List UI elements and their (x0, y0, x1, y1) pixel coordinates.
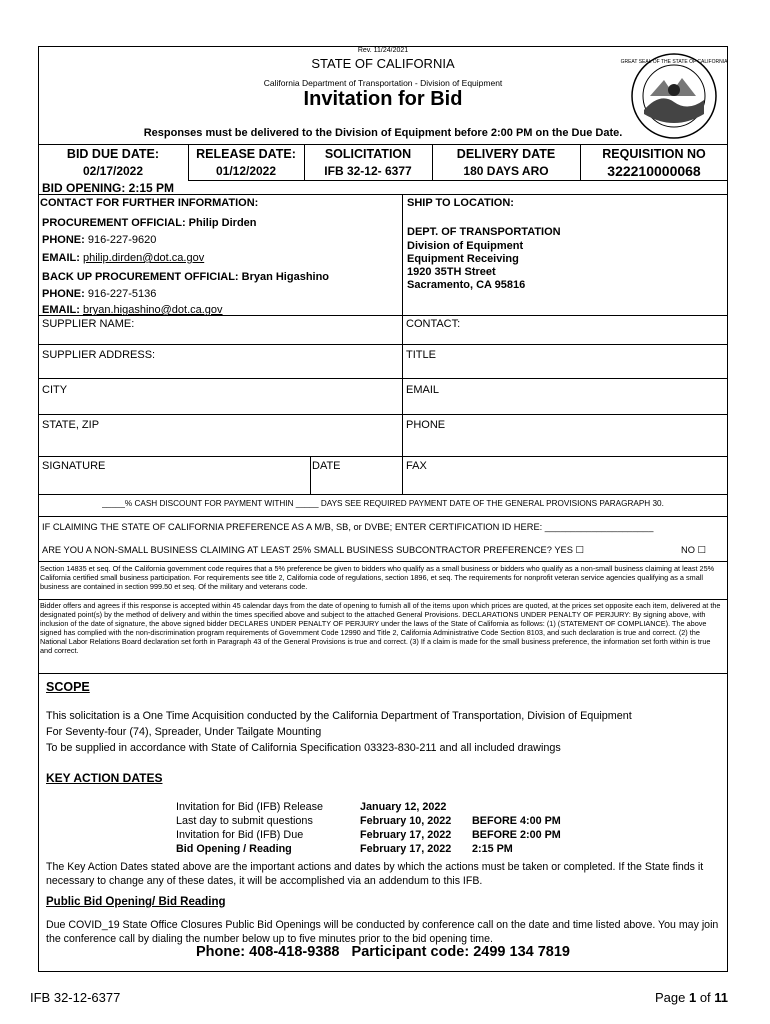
key-date-action: Last day to submit questions (176, 815, 313, 827)
key-dates-actions (176, 800, 323, 856)
scope-heading: SCOPE (46, 680, 90, 694)
backup-phone-label: PHONE: (42, 288, 85, 300)
non-small-business-question: ARE YOU A NON-SMALL BUSINESS CLAIMING AT LEAST 25% SMALL BUSINESS SUBCONTRACTOR PREFERENCE? YES ☐ (42, 545, 584, 555)
key-date-date: February 17, 2022 (360, 829, 452, 841)
supplier-address-field[interactable]: SUPPLIER ADDRESS: (42, 349, 156, 361)
preference-certification: IF CLAIMING THE STATE OF CALIFORNIA PREFERENCE AS A M/B, SB, or DVBE; ENTER CERTIFICATION ID HERE: _____________________ (42, 522, 654, 532)
requisition-value: 322210000068 (607, 163, 701, 179)
phone-value: 916-227-9620 (87, 234, 157, 246)
backup-email-label: EMAIL: (42, 304, 80, 316)
key-date-action: Bid Opening / Reading (176, 843, 292, 855)
no-checkbox[interactable]: NO ☐ (681, 545, 706, 555)
backup-phone-value: 916-227-5136 (87, 288, 157, 300)
title-field[interactable]: TITLE (406, 349, 436, 361)
key-dates-dates (360, 800, 451, 856)
phone-label: PHONE: (42, 234, 85, 246)
key-date-date: January 12, 2022 (360, 801, 447, 813)
footer-ifb-number: IFB 32-12-6377 (30, 990, 121, 1005)
bid-due-label: BID DUE DATE: (66, 147, 160, 161)
key-date-action: Invitation for Bid (IFB) Release (176, 801, 324, 813)
backup-email-link[interactable]: bryan.higashino@dot.ca.gov (82, 304, 223, 316)
bid-due-value: 02/17/2022 (82, 164, 144, 178)
signature-field[interactable]: SIGNATURE (42, 460, 106, 472)
solicitation-label: SOLICITATION (324, 147, 412, 161)
contact-field[interactable]: CONTACT: (406, 318, 461, 330)
revision-date: Rev. 11/24/2021 (357, 47, 409, 54)
public-bid-text: Due COVID_19 State Office Closures Public Bid Openings will be conducted by conference call on the date and time listed above. You may join the conference call by dialing the number below up to five minutes prior to the bid opening time. (46, 919, 719, 945)
solicitation-value: IFB 32-12- 6377 (324, 164, 412, 178)
fax-field[interactable]: FAX (406, 460, 427, 472)
email-field[interactable]: EMAIL (406, 384, 440, 396)
key-date-time: BEFORE 2:00 PM (472, 829, 561, 841)
conference-phone-line: Phone: 408-418-9388 Participant code: 2499 134 7819 (196, 944, 570, 960)
scope-line-3: To be supplied in accordance with State of California Specification 03323-830-211 and all included drawings (46, 742, 561, 754)
cash-discount: _____% CASH DISCOUNT FOR PAYMENT WITHIN _____ DAYS SEE REQUIRED PAYMENT DATE OF THE GENERAL PROVISIONS PARAGRAPH 30. (102, 499, 664, 508)
email-label: EMAIL: (42, 252, 80, 264)
key-dates-times (472, 800, 561, 856)
release-date-label: RELEASE DATE: (196, 147, 296, 161)
key-dates-heading: KEY ACTION DATES (46, 771, 163, 785)
ship-line-5: Sacramento, CA 95816 (407, 279, 526, 291)
delivery-date-value: 180 DAYS ARO (463, 164, 549, 178)
ship-line-1: DEPT. OF TRANSPORTATION (407, 226, 561, 238)
svg-text:GREAT SEAL OF THE STATE OF CAL: GREAT SEAL OF THE STATE OF CALIFORNIA (620, 59, 728, 65)
bidder-offers-text: Bidder offers and agrees if this response is accepted within 45 calendar days from the date of opening to furnish all of the items upon which prices are quoted, at the prices set opposite each item, delivered at the designated point(s) by the method of delivery and within the times specified above and subject to the attached General Provisions. DECLARATIONS UNDER PENALTY OF PERJURY: By signing above, with inclusion of the date of signature, the above signed bidder DECLARES UNDER PENALTY OF PERJURY under the laws of the State of California as follows: (1) (STATEMENT OF COMPLIANCE). The above signed has complied with the non-discrimination program requirements of Government Code 12990 and Title 2, California Administrative Code Section 8103, and such declaration is true and correct. (2) the National Labor Relations Board declaration set forth in Paragraph 43 of the General Provisions is true and correct. (3) If a claim is made for the small business preference, the information set forth within is true and correct. (40, 601, 721, 655)
key-date-action: Invitation for Bid (IFB) Due (176, 829, 304, 841)
backup-official: BACK UP PROCUREMENT OFFICIAL: Bryan Higashino (42, 271, 330, 283)
scope-line-1: This solicitation is a One Time Acquisition conducted by the California Department of Transportation, Division of Equipment (46, 710, 632, 722)
city-field[interactable]: CITY (42, 384, 68, 396)
public-bid-heading: Public Bid Opening/ Bid Reading (46, 896, 226, 908)
ship-line-2: Division of Equipment (407, 240, 524, 252)
responses-notice: Responses must be delivered to the Division of Equipment before 2:00 PM on the Due Date. (143, 127, 623, 139)
contact-heading: CONTACT FOR FURTHER INFORMATION: (40, 197, 259, 209)
key-date-time (472, 800, 561, 814)
scope-line-2: For Seventy-four (74), Spreader, Under Tailgate Mounting (46, 726, 322, 738)
state-zip-field[interactable]: STATE, ZIP (42, 419, 100, 431)
phone-field[interactable]: PHONE (406, 419, 446, 431)
bid-opening: BID OPENING: 2:15 PM (42, 181, 175, 195)
key-dates-note: The Key Action Dates stated above are the important actions and dates by which the actions must be taken or completed. If the State finds it necessary to change any of these dates, it will be accomplished via an addendum to this IFB. (46, 861, 704, 887)
ship-to-heading: SHIP TO LOCATION: (407, 197, 514, 209)
page-number: Page 1 of 11 (655, 990, 729, 1005)
section-14835-text: Section 14835 et seq. Of the California government code requires that a 5% preference be given to bidders who qualify as a small business or bidders who qualify as a non-small business claiming at least 25% California certified small business participation. For requirements see title 2, California code of regulations, section 1896, et seq. The requirements for nonprofit veteran service agencies qualifying as a small business are contained in section 999.50 et seq. Of the military and veterans code. (40, 564, 715, 591)
date-field[interactable]: DATE (312, 460, 341, 472)
ship-line-3: Equipment Receiving (407, 253, 519, 265)
key-date-date: February 17, 2022 (360, 843, 452, 855)
ship-line-4: 1920 35TH Street (407, 266, 496, 278)
release-date-value: 01/12/2022 (215, 164, 277, 178)
state-title: STATE OF CALIFORNIA (311, 56, 455, 71)
key-date-time: 2:15 PM (472, 843, 513, 855)
key-date-time: BEFORE 4:00 PM (472, 815, 561, 827)
email-link[interactable]: philip.dirden@dot.ca.gov (82, 252, 205, 264)
key-date-date: February 10, 2022 (360, 815, 452, 827)
page-title: Invitation for Bid (303, 88, 463, 110)
department-name: California Department of Transportation - Division of Equipment (263, 78, 503, 88)
requisition-label: REQUISITION NO (602, 147, 706, 161)
procurement-official: PROCUREMENT OFFICIAL: Philip Dirden (42, 217, 257, 229)
delivery-date-label: DELIVERY DATE (456, 147, 556, 161)
supplier-name-field[interactable]: SUPPLIER NAME: (42, 318, 135, 330)
